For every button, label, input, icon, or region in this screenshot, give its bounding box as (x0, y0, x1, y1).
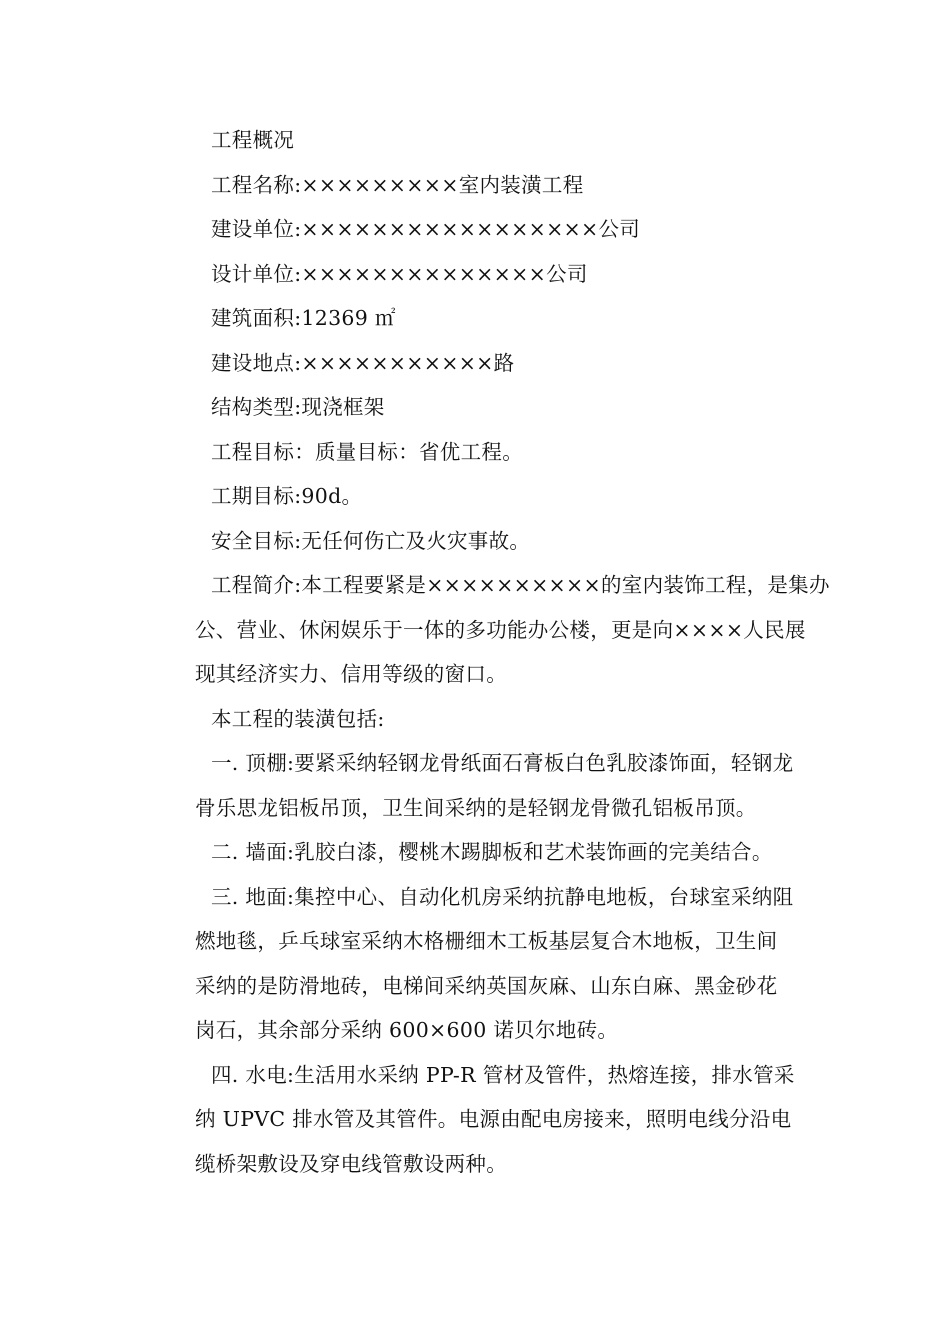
schedule-target: 工期目标:90d。 (211, 484, 363, 508)
plumbing-line: 四. 水电:生活用水采纳 PP-R 管材及管件，热熔连接，排水管采 (211, 1062, 795, 1087)
floor-line: 三. 地面:集控中心、自动化机房采纳抗静电地板，台球室采纳阻 (211, 884, 794, 909)
plumbing-line: 纳 UPVC 排水管及其管件。电源由配电房接来，照明电线分沿电 (195, 1107, 792, 1131)
wall-line: 二. 墙面:乳胶白漆，樱桃木踢脚板和艺术装饰画的完美结合。 (211, 840, 773, 864)
floor-paragraph (195, 875, 835, 1053)
intro-line: 公、营业、休闲娱乐于一体的多功能办公楼，更是向××××人民展 (195, 617, 806, 642)
wall-paragraph (195, 830, 835, 875)
ceiling-line: 骨乐思龙铝板吊顶，卫生间采纳的是轻钢龙骨微孔铝板吊顶。 (195, 795, 757, 820)
safety-target: 安全目标:无任何伤亡及火灾事故。 (211, 528, 531, 553)
intro-line: 现其经济实力、信用等级的窗口。 (195, 662, 507, 686)
ceiling-line: 一. 顶棚:要紧采纳轻钢龙骨纸面石膏板白色乳胶漆饰面，轻钢龙 (211, 751, 794, 775)
construction-site: 建设地点:×××××××××××路 (211, 350, 515, 375)
floor-line: 燃地毯，乒乓球室采纳木格栅细木工板基层复合木地板，卫生间 (195, 929, 778, 953)
project-intro-paragraph (195, 563, 835, 697)
scope-heading: 本工程的装潢包括: (211, 706, 385, 731)
plumbing-line: 缆桥架敷设及穿电线管敷设两种。 (195, 1151, 507, 1176)
document-body (195, 118, 835, 1186)
plumbing-electrical-paragraph (195, 1053, 835, 1187)
floor-line: 岗石，其余部分采纳 600×600 诺贝尔地砖。 (195, 1018, 619, 1042)
floor-line: 采纳的是防滑地砖，电梯间采纳英国灰麻、山东白麻、黑金砂花 (195, 973, 778, 998)
section-title: 工程概况 (211, 128, 295, 152)
ceiling-paragraph (195, 741, 835, 830)
building-area: 建筑面积:12369 ㎡ (211, 306, 396, 330)
intro-line: 工程简介:本工程要紧是××××××××××的室内装饰工程，是集办 (211, 573, 830, 597)
design-unit: 设计单位:××××××××××××××公司 (211, 261, 588, 286)
construction-unit: 建设单位:×××××××××××××××××公司 (211, 217, 641, 241)
project-name: 工程名称:×××××××××室内装潢工程 (211, 172, 584, 197)
structure-type: 结构类型:现浇框架 (211, 395, 385, 419)
quality-target: 工程目标：质量目标：省优工程。 (211, 439, 523, 464)
